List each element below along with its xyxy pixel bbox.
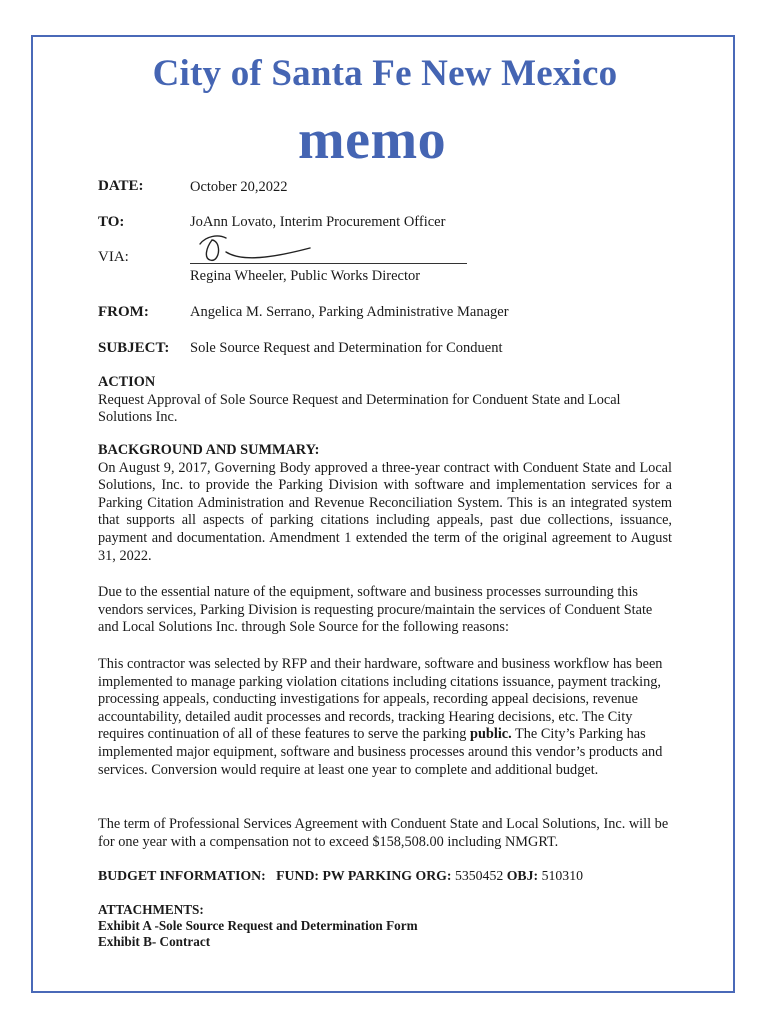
from-label: FROM: bbox=[98, 304, 149, 320]
via-label: VIA: bbox=[98, 249, 129, 265]
attachments-section bbox=[98, 902, 418, 950]
subject-value: Sole Source Request and Determination for Conduent bbox=[190, 340, 503, 356]
letterhead-memo: memo bbox=[298, 109, 447, 171]
attachment-item: Exhibit A -Sole Source Request and Determination Form bbox=[98, 918, 418, 933]
background-para-3a: This contractor was selected by RFP and their hardware, software and business workflow has been implemented to manage parking violation citations including citations issuance, payment tracking, processing appeals, conducting investigations for appeals, recording appeal decisions, revenue accountability, detailed audit processes and records, tracking Hearing decisions, etc. The City requires continuation of all of these features to serve the parking bbox=[98, 656, 663, 743]
budget-information bbox=[98, 868, 583, 884]
letterhead-city: City of Santa Fe New Mexico bbox=[152, 53, 618, 94]
budget-fund-label: FUND: PW PARKING ORG: bbox=[276, 868, 452, 883]
action-section bbox=[98, 374, 672, 427]
attachments-heading: ATTACHMENTS: bbox=[98, 902, 204, 917]
budget-org-value: 5350452 bbox=[454, 868, 504, 883]
via-value: Regina Wheeler, Public Works Director bbox=[190, 268, 421, 284]
from-value: Angelica M. Serrano, Parking Administrative Manager bbox=[190, 304, 509, 320]
background-para-2: Due to the essential nature of the equipment, software and business processes surrounding this vendors services, Parking Division is requesting procure/maintain the services of Conduent State and Local Solutions Inc. through Sole Source for the following reasons: bbox=[98, 584, 653, 636]
signature-mark bbox=[192, 228, 332, 268]
background-para-3c: The City’s Parking has implemented major equipment, software and business processes around this vendor’s products and services. Conversion would require at least one year to complete and additional budget. bbox=[98, 726, 663, 778]
background-para-4-wrap bbox=[98, 816, 672, 851]
attachment-item: Exhibit B- Contract bbox=[98, 934, 211, 949]
subject-label: SUBJECT: bbox=[98, 340, 170, 356]
budget-obj-value: 510310 bbox=[541, 868, 583, 883]
background-heading: BACKGROUND AND SUMMARY: bbox=[98, 442, 320, 458]
to-value: JoAnn Lovato, Interim Procurement Officer bbox=[190, 214, 446, 230]
budget-obj-label: OBJ: bbox=[506, 868, 539, 883]
background-para-3-wrap bbox=[98, 656, 672, 779]
action-heading: ACTION bbox=[98, 374, 156, 390]
date-label: DATE: bbox=[98, 178, 144, 194]
to-label: TO: bbox=[98, 214, 125, 230]
background-para-3b: public. bbox=[470, 726, 512, 743]
background-para-2-wrap bbox=[98, 584, 672, 637]
action-text: Request Approval of Sole Source Request and Determination for Conduent State and Local Solutions Inc. bbox=[98, 391, 621, 426]
background-section bbox=[98, 442, 672, 565]
date-value: October 20,2022 bbox=[190, 179, 288, 195]
background-para-4: The term of Professional Services Agreement with Conduent State and Local Solutions, Inc. will be for one year with a compensation not to exceed $158,508.00 including NMGRT. bbox=[98, 816, 669, 850]
budget-label: BUDGET INFORMATION: bbox=[98, 868, 266, 883]
signature-line bbox=[190, 263, 467, 264]
background-para-1: On August 9, 2017, Governing Body approved a three-year contract with Conduent State and Local Solutions, Inc. to provide the Parking Division with software and implementation services for a Parking Citation Administration and Revenue Reconciliation System. This is an integrated system that supports all aspects of parking citations including appeals, past due collections, issuance, payment and documentation. Amendment 1 extended the term of the original agreement to August 31, 2022. bbox=[98, 459, 672, 564]
